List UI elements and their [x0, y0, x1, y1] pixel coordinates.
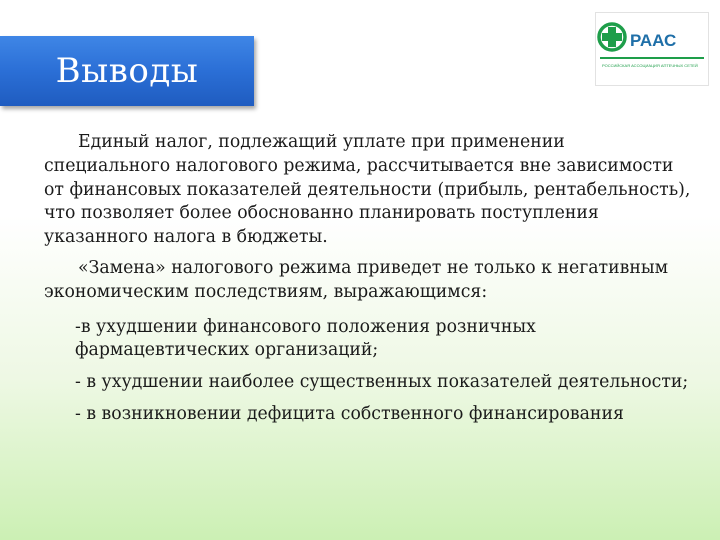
logo-name: РААС [630, 31, 677, 50]
slide-body [44, 131, 694, 435]
list-item: -в ухудшении финансового положения розничных фармацевтических организаций; [75, 316, 536, 361]
consequences-list [75, 316, 694, 427]
list-item: - в ухудшении наиболее существенных показателей деятельности; [75, 372, 689, 393]
raas-logo [595, 12, 709, 86]
slide-title-box [0, 36, 254, 106]
list-item: - в возникновении дефицита собственного финансирования [75, 403, 624, 424]
slide-title: Выводы [55, 51, 199, 91]
paragraph-regime-change: «Замена» налогового режима приведет не только к негативным экономическим последствиям, выражающимся: [44, 257, 669, 302]
green-cross-icon [599, 24, 625, 50]
logo-graphic [596, 13, 708, 85]
paragraph-single-tax: Единый налог, подлежащий уплате при применении специального налогового режима, рассчитывается вне зависимости от финансовых показателей деятельности (прибыль, рентабельность), что позволяет более обоснованно планировать поступления указанного налога в бюджеты. [44, 132, 691, 248]
logo-caption: РОССИЙСКАЯ АССОЦИАЦИЯ АПТЕЧНЫХ СЕТЕЙ [602, 63, 698, 68]
